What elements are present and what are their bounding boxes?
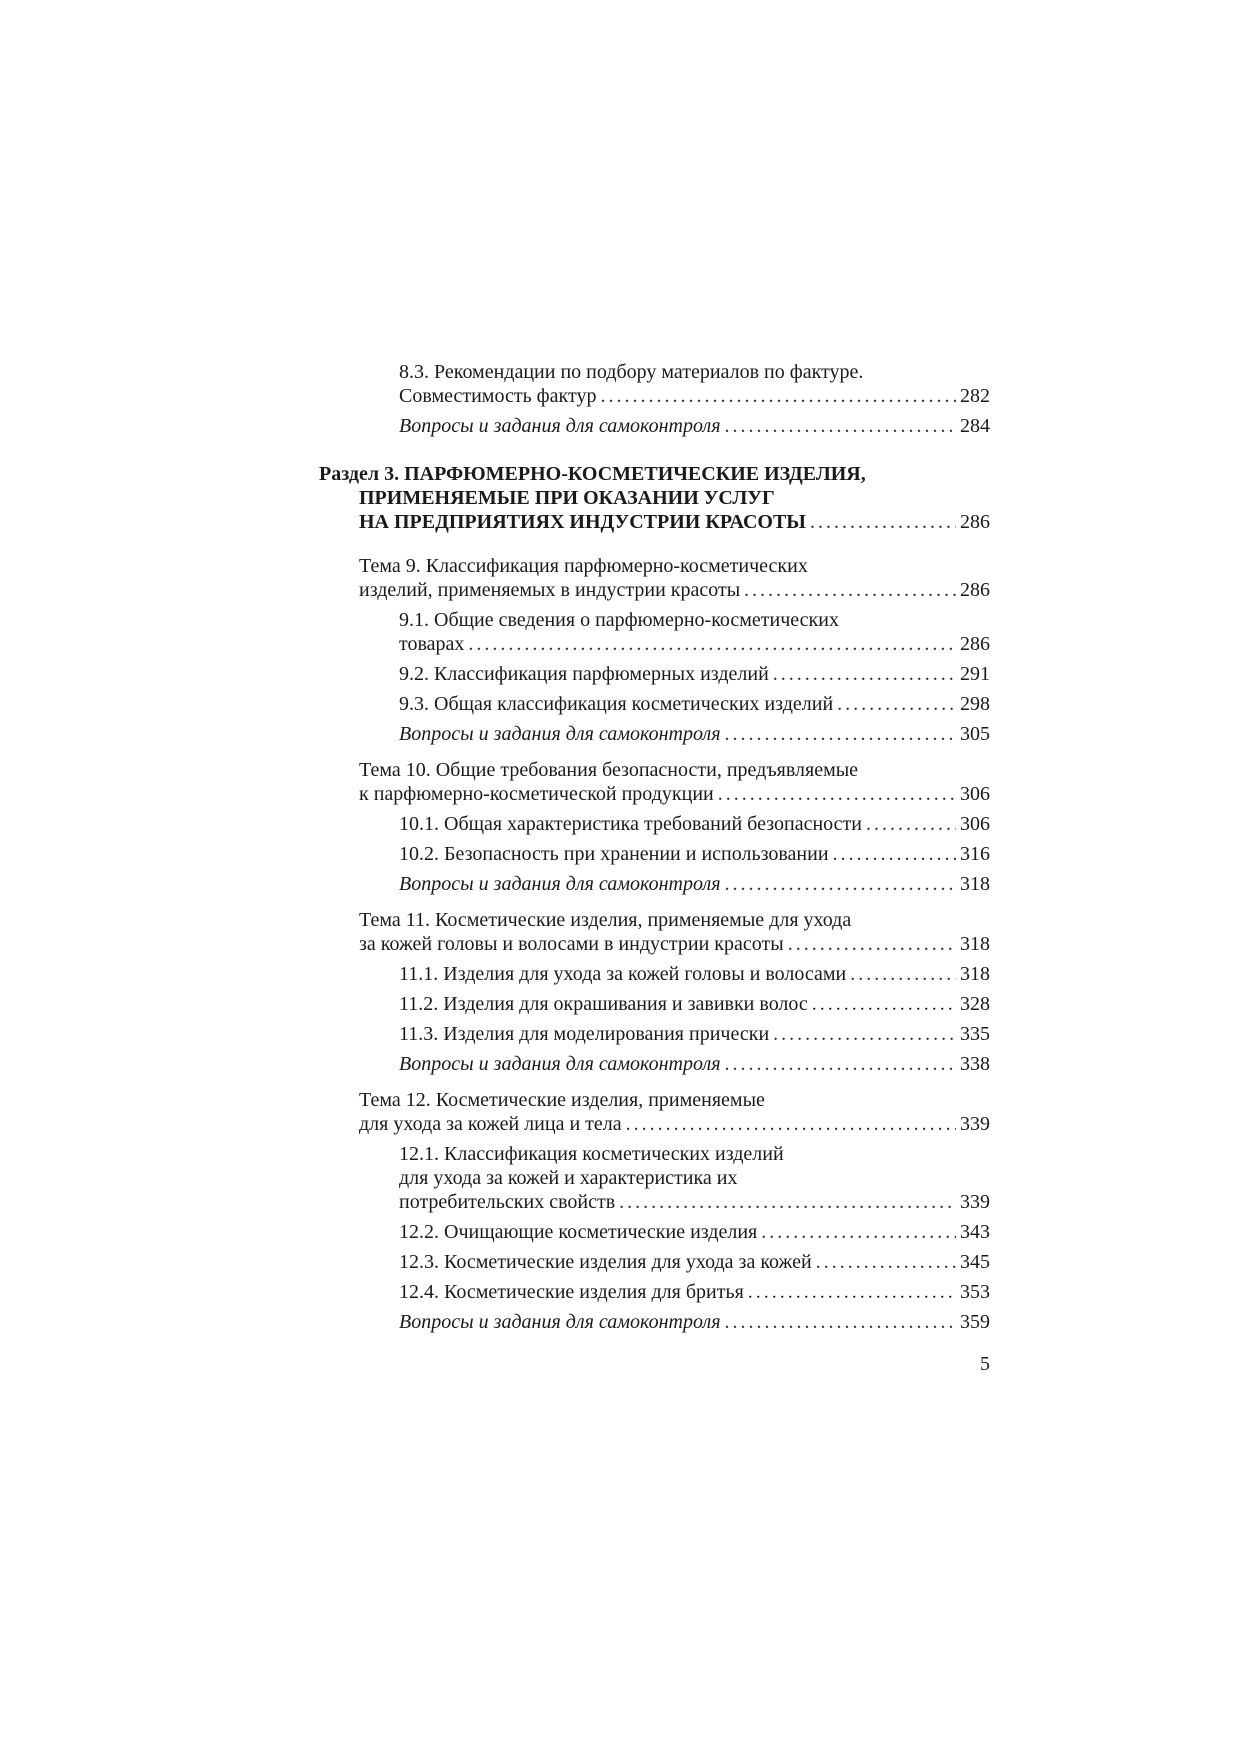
toc-entry-line: Тема 10. Общие требования безопасности, предъявляемые	[359, 759, 859, 781]
dot-leader	[619, 1190, 956, 1214]
toc-entry-title: Вопросы и задания для самоконтроля	[399, 723, 721, 745]
toc-page-ref: 353	[960, 1281, 990, 1303]
dot-leader	[725, 872, 956, 896]
toc-page-ref: 345	[960, 1251, 990, 1273]
toc-entry	[399, 962, 990, 986]
toc-page-ref: 335	[960, 1023, 990, 1045]
toc-entry-title: 9.3. Общая классификация косметических изделий	[399, 693, 834, 715]
toc-entry-title: 10.2. Безопасность при хранении и использовании	[399, 843, 829, 865]
toc-page-ref: 318	[960, 933, 990, 955]
dot-leader	[773, 662, 956, 686]
dot-leader	[773, 1022, 956, 1046]
toc-entry-line: Тема 11. Косметические изделия, применяемые для ухода	[359, 909, 852, 931]
toc-entry-title: Совместимость фактур	[399, 385, 597, 407]
toc-entry	[399, 360, 990, 408]
toc-page-ref: 338	[960, 1053, 990, 1075]
toc-entry-title: потребительских свойств	[399, 1191, 616, 1213]
toc-entry-title: 11.1. Изделия для ухода за кожей головы и волосами	[399, 963, 847, 985]
toc-entry-line: для ухода за кожей и характеристика их	[399, 1167, 738, 1189]
toc-entry-title: Вопросы и задания для самоконтроля	[399, 415, 721, 437]
toc-page-ref: 339	[960, 1113, 990, 1135]
toc-entry	[399, 842, 990, 866]
toc-entry	[399, 608, 990, 656]
toc-entry-title: к парфюмерно-косметической продукции	[359, 783, 714, 805]
toc-entry	[399, 872, 990, 896]
dot-leader	[748, 1280, 956, 1304]
dot-leader	[788, 932, 956, 956]
dot-leader	[810, 510, 956, 534]
toc-page-ref: 291	[960, 663, 990, 685]
toc-entry-title: 12.2. Очищающие косметические изделия	[399, 1221, 758, 1243]
toc-entry-line: 9.1. Общие сведения о парфюмерно-косметических	[399, 609, 839, 631]
toc-page-ref: 318	[960, 873, 990, 895]
toc-entry-title: 11.3. Изделия для моделирования прически	[399, 1023, 770, 1045]
dot-leader	[725, 722, 956, 746]
page-number: 5	[980, 1353, 990, 1375]
toc-entry-title: товарах	[399, 633, 465, 655]
toc-page-ref: 359	[960, 1311, 990, 1333]
dot-leader	[725, 1310, 956, 1334]
table-of-contents	[0, 360, 1241, 1334]
toc-entry	[399, 1220, 990, 1244]
toc-entry	[359, 554, 990, 602]
dot-leader	[744, 578, 956, 602]
dot-leader	[850, 962, 956, 986]
dot-leader	[600, 384, 956, 408]
toc-entry	[399, 992, 990, 1016]
dot-leader	[812, 992, 956, 1016]
toc-entry	[399, 1052, 990, 1076]
toc-entry	[319, 462, 990, 534]
dot-leader	[725, 414, 956, 438]
toc-entry-title: Вопросы и задания для самоконтроля	[399, 1311, 721, 1333]
toc-entry	[399, 1142, 990, 1214]
toc-page-ref: 305	[960, 723, 990, 745]
toc-page-ref: 316	[960, 843, 990, 865]
dot-leader	[866, 812, 956, 836]
toc-page-ref: 286	[960, 633, 990, 655]
dot-leader	[761, 1220, 956, 1244]
toc-entry-title: Вопросы и задания для самоконтроля	[399, 1053, 721, 1075]
dot-leader	[816, 1250, 956, 1274]
toc-entry-line: Тема 12. Косметические изделия, применяемые	[359, 1089, 765, 1111]
toc-entry-line: Тема 9. Классификация парфюмерно-косметических	[359, 555, 808, 577]
toc-page-ref: 284	[960, 415, 990, 437]
toc-entry	[399, 1310, 990, 1334]
toc-entry-line: Раздел 3. ПАРФЮМЕРНО-КОСМЕТИЧЕСКИЕ ИЗДЕЛИЯ,	[319, 463, 866, 485]
toc-entry-title: Вопросы и задания для самоконтроля	[399, 873, 721, 895]
toc-entry	[399, 812, 990, 836]
toc-entry-line: ПРИМЕНЯЕМЫЕ ПРИ ОКАЗАНИИ УСЛУГ	[359, 487, 775, 509]
dot-leader	[626, 1112, 956, 1136]
dot-leader	[718, 782, 956, 806]
toc-entry	[399, 722, 990, 746]
toc-page-ref: 339	[960, 1191, 990, 1213]
toc-entry	[359, 758, 990, 806]
dot-leader	[468, 632, 956, 656]
dot-leader	[837, 692, 956, 716]
toc-entry	[399, 662, 990, 686]
toc-entry-title: изделий, применяемых в индустрии красоты	[359, 579, 741, 601]
dot-leader	[833, 842, 956, 866]
toc-entry-title: для ухода за кожей лица и тела	[359, 1113, 622, 1135]
toc-entry-title: 10.1. Общая характеристика требований безопасности	[399, 813, 862, 835]
toc-page-ref: 286	[960, 511, 990, 533]
toc-entry	[399, 414, 990, 438]
toc-page-ref: 328	[960, 993, 990, 1015]
toc-entry	[359, 908, 990, 956]
toc-page-ref: 343	[960, 1221, 990, 1243]
toc-entry-title: 12.4. Косметические изделия для бритья	[399, 1281, 744, 1303]
toc-entry-title: НА ПРЕДПРИЯТИЯХ ИНДУСТРИИ КРАСОТЫ	[359, 511, 806, 533]
toc-entry	[399, 692, 990, 716]
toc-page-ref: 298	[960, 693, 990, 715]
toc-page-ref: 282	[960, 385, 990, 407]
toc-entry	[399, 1022, 990, 1046]
toc-entry-title: 12.3. Косметические изделия для ухода за кожей	[399, 1251, 812, 1273]
toc-entry-line: 12.1. Классификация косметических изделий	[399, 1143, 784, 1165]
dot-leader	[725, 1052, 956, 1076]
toc-page-ref: 286	[960, 579, 990, 601]
toc-entry-title: 11.2. Изделия для окрашивания и завивки волос	[399, 993, 808, 1015]
toc-page-ref: 318	[960, 963, 990, 985]
toc-entry	[399, 1250, 990, 1274]
toc-entry-title: 9.2. Классификация парфюмерных изделий	[399, 663, 769, 685]
toc-page-ref: 306	[960, 813, 990, 835]
toc-page-ref: 306	[960, 783, 990, 805]
toc-entry-title: за кожей головы и волосами в индустрии красоты	[359, 933, 784, 955]
toc-entry	[399, 1280, 990, 1304]
toc-entry-line: 8.3. Рекомендации по подбору материалов по фактуре.	[399, 361, 864, 383]
toc-entry	[359, 1088, 990, 1136]
